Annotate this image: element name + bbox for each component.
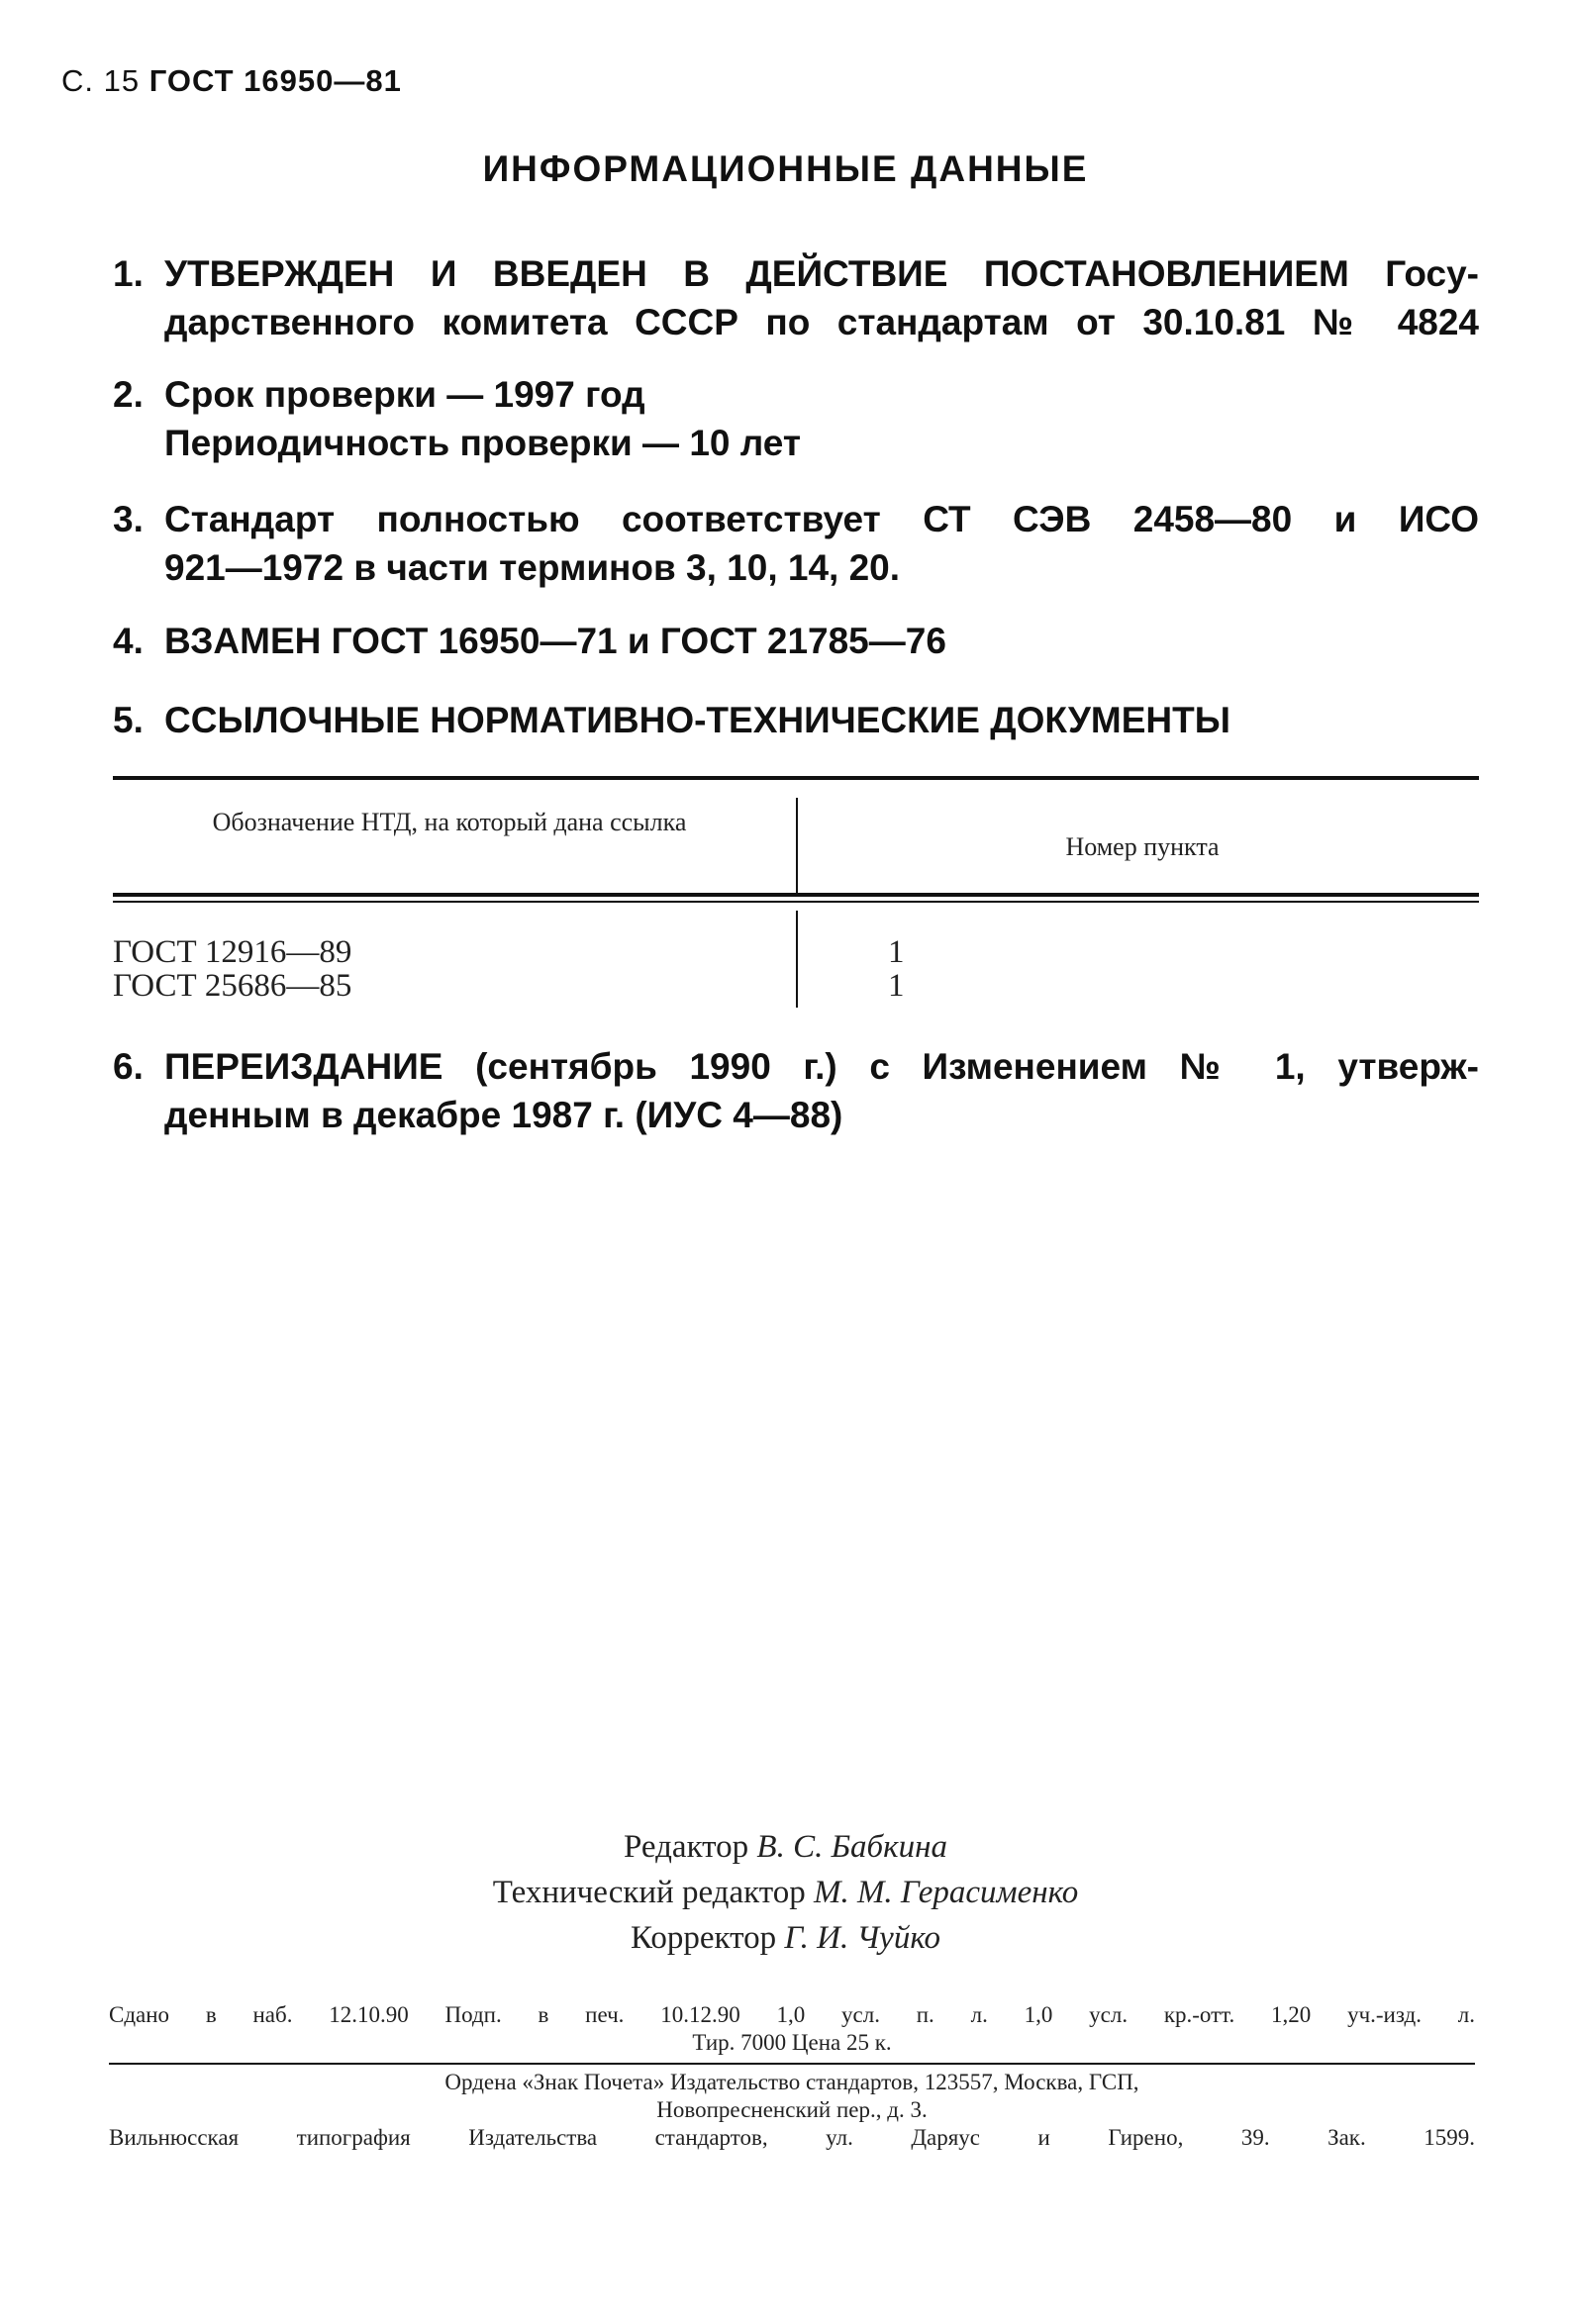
publisher-info bbox=[109, 2069, 1475, 2152]
proofreader-name: Г. И. Чуйко bbox=[784, 1920, 941, 1956]
item-number: 3. bbox=[113, 499, 144, 539]
info-item-4 bbox=[113, 617, 1479, 665]
table-cell-doc: ГОСТ 12916—89 bbox=[113, 934, 352, 970]
footer-rule bbox=[109, 2063, 1475, 2065]
item-number: 4. bbox=[113, 621, 144, 661]
info-item-3 bbox=[113, 495, 1479, 592]
item-text-line: Периодичность проверки — 10 лет bbox=[164, 423, 802, 463]
table-body-divider bbox=[796, 911, 798, 1008]
publisher-line: Вильнюсская типография Издательства стандартов, ул. Даряус и Гирено, 39. Зак. 1599. bbox=[109, 2125, 1475, 2150]
item-text-line: Срок проверки — 1997 год bbox=[164, 374, 645, 415]
table-header-doc: Обозначение НТД, на который дана ссылка bbox=[212, 808, 687, 836]
item-text-line: дарственного комитета СССР по стандартам от 30.10.81 № 4824 bbox=[164, 302, 1479, 342]
table-cell-clause: 1 bbox=[888, 968, 905, 1004]
item-text-line: ПЕРЕИЗДАНИЕ (сентябрь 1990 г.) с Изменением № 1, утверж- bbox=[164, 1046, 1479, 1087]
page-header bbox=[61, 63, 402, 99]
print-info-line: Тир. 7000 Цена 25 к. bbox=[692, 2030, 892, 2055]
table-header-rule bbox=[113, 893, 1479, 897]
editor-label: Редактор bbox=[624, 1829, 749, 1865]
table-header-divider bbox=[796, 798, 798, 897]
standard-code: ГОСТ 16950—81 bbox=[148, 63, 402, 98]
item-number: 6. bbox=[113, 1046, 144, 1087]
item-number: 2. bbox=[113, 374, 144, 415]
table-cell-clause: 1 bbox=[888, 934, 905, 970]
editor-name: В. С. Бабкина bbox=[756, 1829, 947, 1865]
proofreader-label: Корректор bbox=[630, 1920, 777, 1956]
page-number: С. 15 bbox=[61, 63, 141, 98]
item-text-line: денным в декабре 1987 г. (ИУС 4—88) bbox=[164, 1095, 843, 1135]
info-item-1 bbox=[113, 249, 1479, 346]
print-info bbox=[109, 2001, 1475, 2057]
info-item-2 bbox=[113, 370, 1479, 467]
info-item-6 bbox=[113, 1042, 1479, 1139]
tech-editor-label: Технический редактор bbox=[492, 1875, 806, 1910]
tech-editor-line bbox=[0, 1870, 1571, 1915]
editorial-credits bbox=[0, 1824, 1571, 1961]
table-cell-doc: ГОСТ 25686—85 bbox=[113, 968, 352, 1004]
editor-line bbox=[0, 1824, 1571, 1870]
section-title: ИНФОРМАЦИОННЫЕ ДАННЫЕ bbox=[482, 148, 1089, 189]
item-text-line: Стандарт полностью соответствует СТ СЭВ 2458—80 и ИСО bbox=[164, 499, 1479, 539]
publisher-line: Новопресненский пер., д. 3. bbox=[656, 2097, 928, 2122]
table-top-rule bbox=[113, 776, 1479, 780]
tech-editor-name: М. М. Герасименко bbox=[813, 1875, 1079, 1910]
proofreader-line bbox=[0, 1915, 1571, 1961]
info-item-5 bbox=[113, 696, 1479, 744]
references-table bbox=[113, 776, 1479, 1010]
table-header-rule-thin bbox=[113, 901, 1479, 903]
item-number: 1. bbox=[113, 253, 144, 294]
item-text-line: ВЗАМЕН ГОСТ 16950—71 и ГОСТ 21785—76 bbox=[164, 621, 946, 661]
table-header-clause: Номер пункта bbox=[1065, 832, 1220, 861]
publisher-line: Ордена «Знак Почета» Издательство стандартов, 123557, Москва, ГСП, bbox=[444, 2070, 1139, 2094]
item-text-line: 921—1972 в части терминов 3, 10, 14, 20. bbox=[164, 547, 901, 588]
print-info-line: Сдано в наб. 12.10.90 Подп. в печ. 10.12.90 1,0 усл. п. л. 1,0 усл. кр.-отт. 1,20 уч.-изд. л. bbox=[109, 2002, 1475, 2027]
item-number: 5. bbox=[113, 700, 144, 740]
item-text-line: УТВЕРЖДЕН И ВВЕДЕН В ДЕЙСТВИЕ ПОСТАНОВЛЕНИЕМ Госу- bbox=[164, 253, 1479, 294]
item-text-line: ССЫЛОЧНЫЕ НОРМАТИВНО-ТЕХНИЧЕСКИЕ ДОКУМЕНТЫ bbox=[164, 700, 1230, 740]
